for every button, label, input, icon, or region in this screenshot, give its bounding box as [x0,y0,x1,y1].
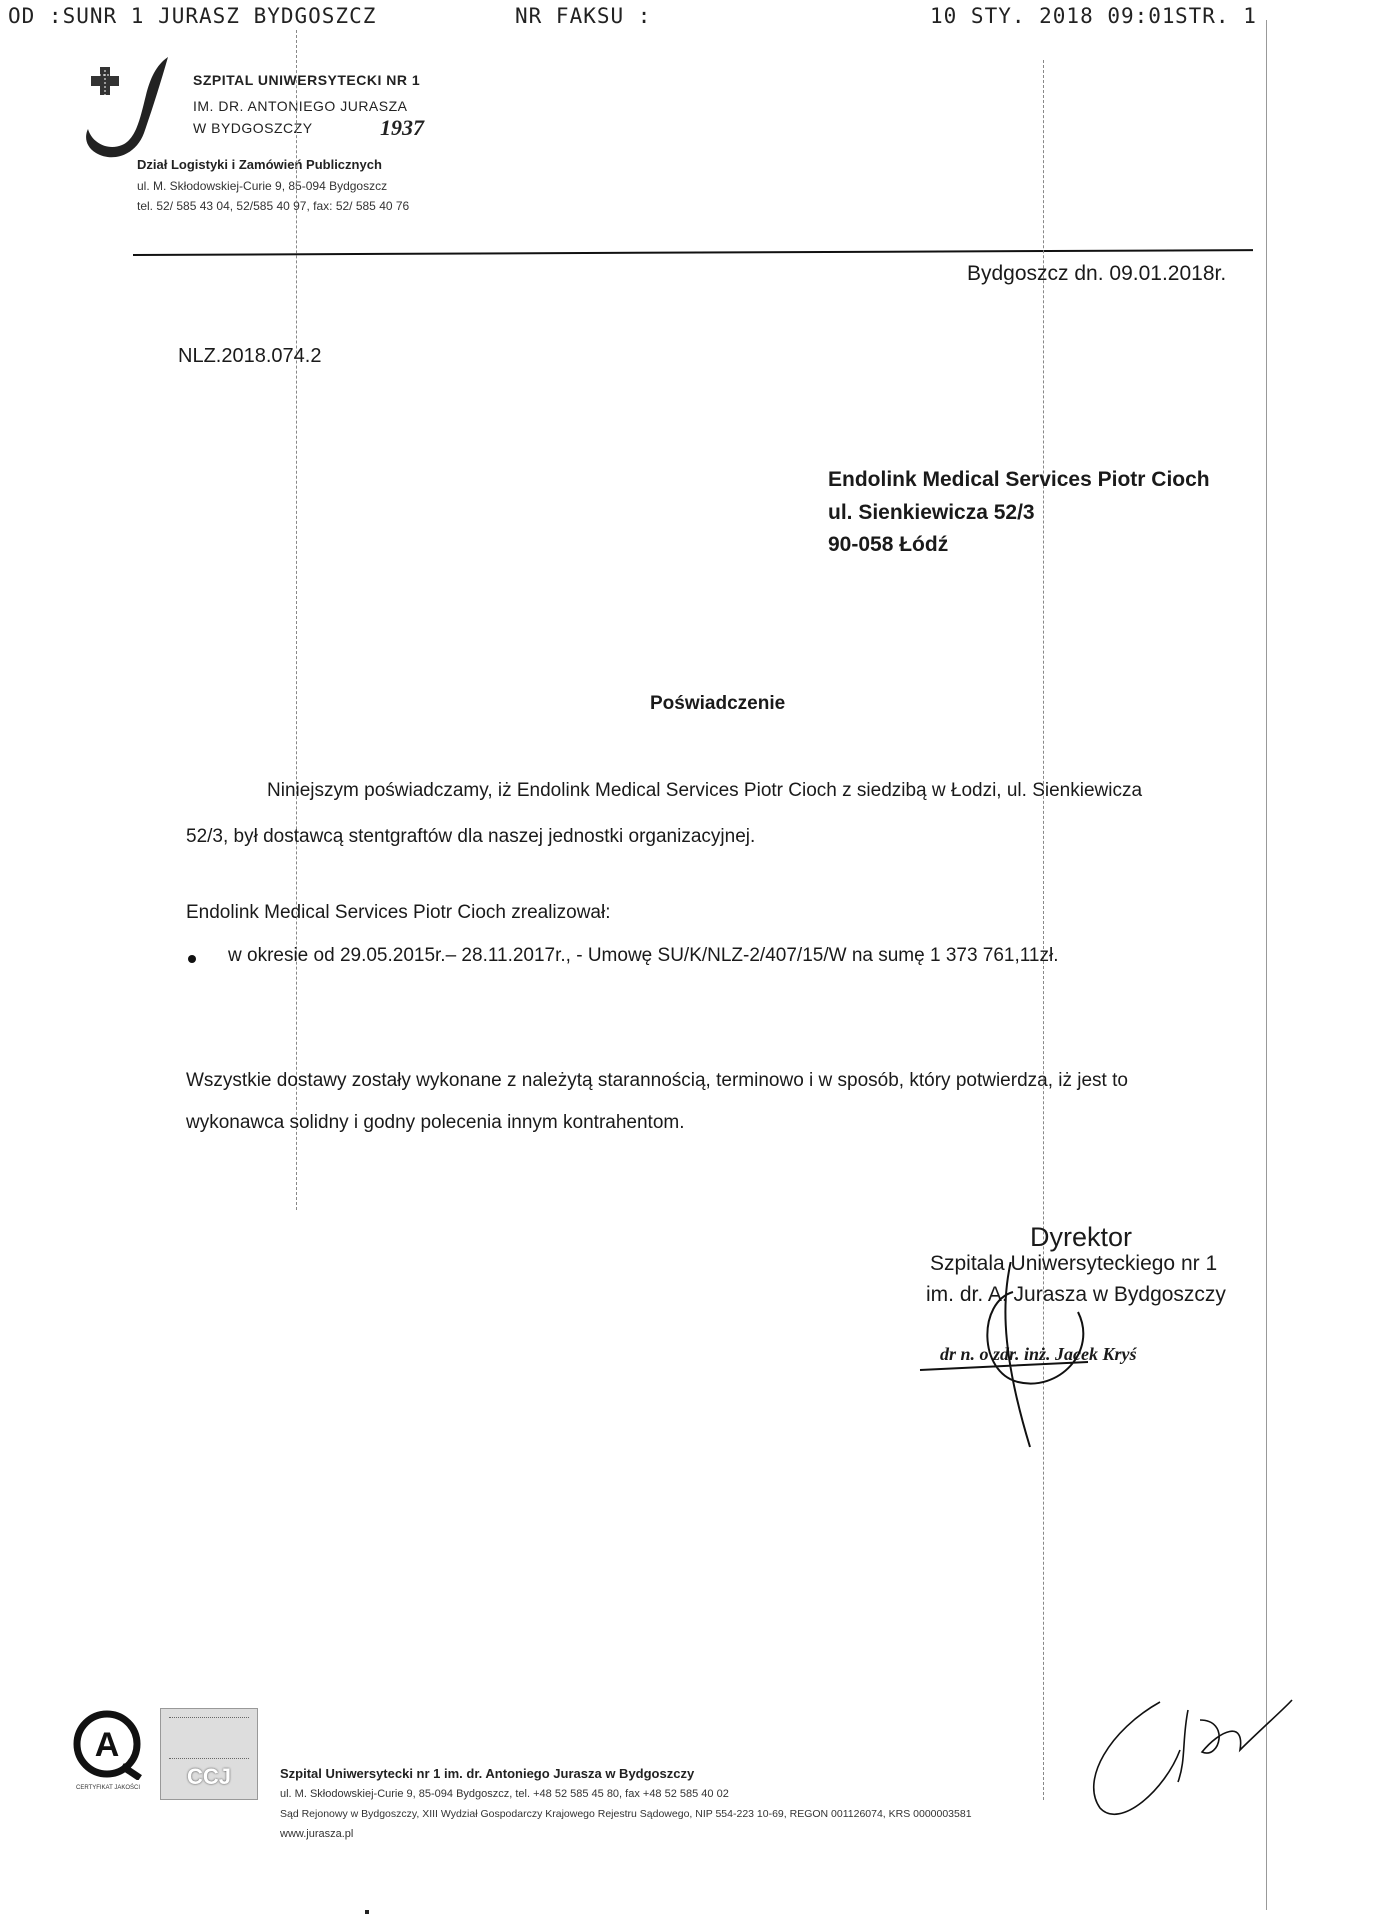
list-bullet [188,955,196,963]
footer-hospital-name: Szpital Uniwersytecki nr 1 im. dr. Antoniego Jurasza w Bydgoszczy [280,1766,695,1781]
realized-intro: Endolink Medical Services Piotr Cioch zrealizował: [186,902,611,923]
q-certificate-icon [70,1708,146,1780]
ccj-label: CCJ [186,1764,231,1789]
recipient-street: ul. Sienkiewicza 52/3 [828,501,1035,524]
initial-signature [1070,1690,1300,1830]
fax-datetime: 10 STY. 2018 09:01 [930,4,1176,28]
fax-number-label: NR FAKSU : [515,4,652,28]
department-address: ul. M. Skłodowskiej-Curie 9, 85-094 Bydgoszcz [137,179,388,193]
ccj-certificate-logo [160,1708,258,1800]
scan-artifact-line [1043,60,1044,1800]
department-phones: tel. 52/ 585 43 04, 52/585 40 97, fax: 52/ 585 40 76 [137,199,410,213]
scan-dot [365,1910,369,1914]
letterhead-divider [133,249,1253,256]
hospital-name: SZPITAL UNIWERSYTECKI NR 1 [193,72,421,88]
stamp-title: Dyrektor [1030,1222,1133,1252]
department-name: Dział Logistyki i Zamówień Publicznych [137,157,382,172]
paragraph-2-line-1: Wszystkie dostawy zostały wykonane z należytą starannością, terminowo i w sposób, który potwierdza, iż jest to [186,1070,1128,1091]
cross-j-logo-icon [78,55,188,165]
footer-address: ul. M. Skłodowskiej-Curie 9, 85-094 Bydgoszcz, tel. +48 52 585 45 80, fax +48 52 585 40 02 [280,1788,729,1800]
fax-page-number: STR. 1 [1175,4,1257,28]
hospital-patron: IM. DR. ANTONIEGO JURASZA [193,98,408,114]
scan-edge-line [1266,20,1267,1910]
letter-date: Bydgoszcz dn. 09.01.2018r. [967,262,1227,285]
document-title: Poświadczenie [650,693,786,714]
footer-website: www.jurasza.pl [280,1828,354,1840]
stamp-signatory-name: dr n. o zdr. inż. Jacek Kryś [940,1344,1137,1364]
stamp-line-1: Szpitala Uniwersyteckiego nr 1 [930,1252,1218,1275]
hospital-city: W BYDGOSZCZY [193,120,313,136]
recipient-city: 90-058 Łódź [828,533,949,556]
svg-text:A: A [94,1726,120,1764]
fax-sender: OD :SUNR 1 JURASZ BYDGOSZCZ [8,4,377,28]
paragraph-1-line-1: Niniejszym poświadczamy, iż Endolink Medical Services Piotr Cioch z siedzibą w Łodzi, ul. Sienkiewicza [267,780,1143,801]
realized-contract-item: w okresie od 29.05.2015r.– 28.11.2017r., - Umowę SU/K/NLZ-2/407/15/W na sumę 1 373 761,11zł. [228,945,1059,966]
hospital-year: 1937 [380,115,424,140]
hospital-logo [78,55,188,165]
quality-certificate-logo [70,1708,146,1796]
handwritten-signature [918,1262,1248,1462]
recipient-name: Endolink Medical Services Piotr Cioch [828,468,1210,491]
footer-registry: Sąd Rejonowy w Bydgoszczy, XIII Wydział Gospodarczy Krajowego Rejestru Sądowego, NIP 554-223 10-69, REGON 001126074, KRS 0000003581 [280,1808,972,1820]
paragraph-2-line-2: wykonawca solidny i godny polecenia innym kontrahentom. [186,1112,685,1133]
q-certificate-caption: CERTYFIKAT JAKOŚCI [75,1785,140,1791]
scan-artifact-line [296,30,297,1210]
ccj-fine-print [169,1717,249,1759]
reference-number: NLZ.2018.074.2 [178,345,322,367]
paragraph-1-line-2: 52/3, był dostawcą stentgraftów dla naszej jednostki organizacyjnej. [186,826,756,847]
stamp-line-2: im. dr. A. Jurasza w Bydgoszczy [926,1283,1226,1306]
